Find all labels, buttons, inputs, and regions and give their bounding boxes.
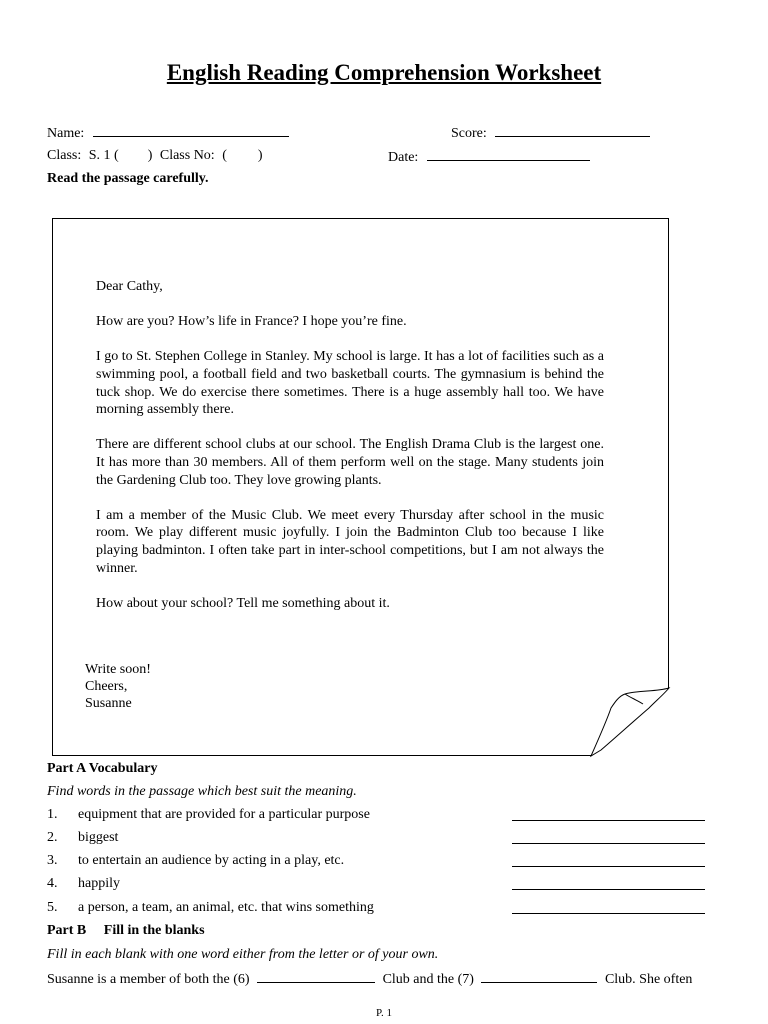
cloze-text: Susanne is a member of both the (6) xyxy=(47,972,250,987)
blank-7[interactable] xyxy=(481,970,597,983)
answer-blank[interactable] xyxy=(512,843,705,844)
cloze-text: Club and the (7) xyxy=(382,972,474,987)
closing-line: Cheers, xyxy=(85,679,128,694)
letter-paragraph: I am a member of the Music Club. We meet every Thursday after school in the music room. We play different music joyfully. I join the Badminton Club too because I like playing badminton. I often take part in inter-school competitions, but I am not always the winner. xyxy=(96,507,604,576)
cloze-sentence xyxy=(47,970,692,988)
question-text: equipment that are provided for a particular purpose xyxy=(78,807,370,822)
question-text: happily xyxy=(78,876,120,891)
worksheet-title: English Reading Comprehension Worksheet xyxy=(166,60,602,85)
question-number: 2. xyxy=(47,830,58,845)
date-field xyxy=(388,148,590,166)
question-number: 1. xyxy=(47,807,58,822)
question-text: a person, a team, an animal, etc. that wins something xyxy=(78,900,374,915)
page-curl-icon xyxy=(585,680,675,760)
letter-greeting: Dear Cathy, xyxy=(96,279,163,294)
score-blank[interactable] xyxy=(495,124,650,137)
part-a-instruction: Find words in the passage which best suit the meaning. xyxy=(47,784,357,799)
part-b-title: Fill in the blanks xyxy=(103,923,205,938)
score-label: Score: xyxy=(451,126,487,141)
answer-blank[interactable] xyxy=(512,820,705,821)
letter-body xyxy=(96,278,604,630)
answer-blank[interactable] xyxy=(512,866,705,867)
read-instruction: Read the passage carefully. xyxy=(47,171,209,186)
cloze-text: Club. She often xyxy=(604,972,693,987)
name-field xyxy=(47,124,289,142)
page-number: P. 1 xyxy=(376,1007,392,1019)
class-value: S. 1 ( xyxy=(88,148,119,163)
answer-blank[interactable] xyxy=(512,913,705,914)
closing-line: Write soon! xyxy=(85,662,151,677)
classno-close: ) xyxy=(257,148,263,163)
date-label: Date: xyxy=(388,150,419,165)
letter-paragraph: How about your school? Tell me something about it. xyxy=(96,595,390,611)
name-blank[interactable] xyxy=(93,124,289,137)
question-number: 4. xyxy=(47,876,58,891)
signature: Susanne xyxy=(85,696,132,711)
letter-paragraph: There are different school clubs at our school. The English Drama Club is the largest one. It has more than 30 members. All of them perform well on the stage. Many students join the Gardening Club too. They love growing plants. xyxy=(96,437,604,488)
question-number: 5. xyxy=(47,900,58,915)
question-text: biggest xyxy=(78,830,119,845)
class-field xyxy=(47,148,263,164)
question-number: 3. xyxy=(47,853,58,868)
part-b-instruction: Fill in each blank with one word either from the letter or of your own. xyxy=(47,947,439,962)
part-a-heading: Part A Vocabulary xyxy=(47,761,158,776)
class-close: ) xyxy=(147,148,153,163)
answer-blank[interactable] xyxy=(512,889,705,890)
part-b-heading xyxy=(47,923,205,939)
date-blank[interactable] xyxy=(427,148,590,161)
name-label: Name: xyxy=(47,126,85,141)
letter-paragraph: How are you? How’s life in France? I hope you’re fine. xyxy=(96,314,407,330)
classno-label: Class No: xyxy=(159,148,215,163)
question-text: to entertain an audience by acting in a play, etc. xyxy=(78,853,345,868)
part-b-label: Part B xyxy=(47,923,87,938)
letter-closing xyxy=(85,661,151,712)
blank-6[interactable] xyxy=(257,970,375,983)
letter-paragraph: I go to St. Stephen College in Stanley. My school is large. It has a lot of facilities such as a swimming pool, a football field and two basketball courts. The gymnasium is behind the tuck shop. We do exercise there sometimes. There is a huge assembly hall too. We have morning assembly there. xyxy=(96,349,604,418)
classno-open: ( xyxy=(222,148,227,163)
score-field xyxy=(451,124,650,142)
class-label: Class: xyxy=(47,148,82,163)
